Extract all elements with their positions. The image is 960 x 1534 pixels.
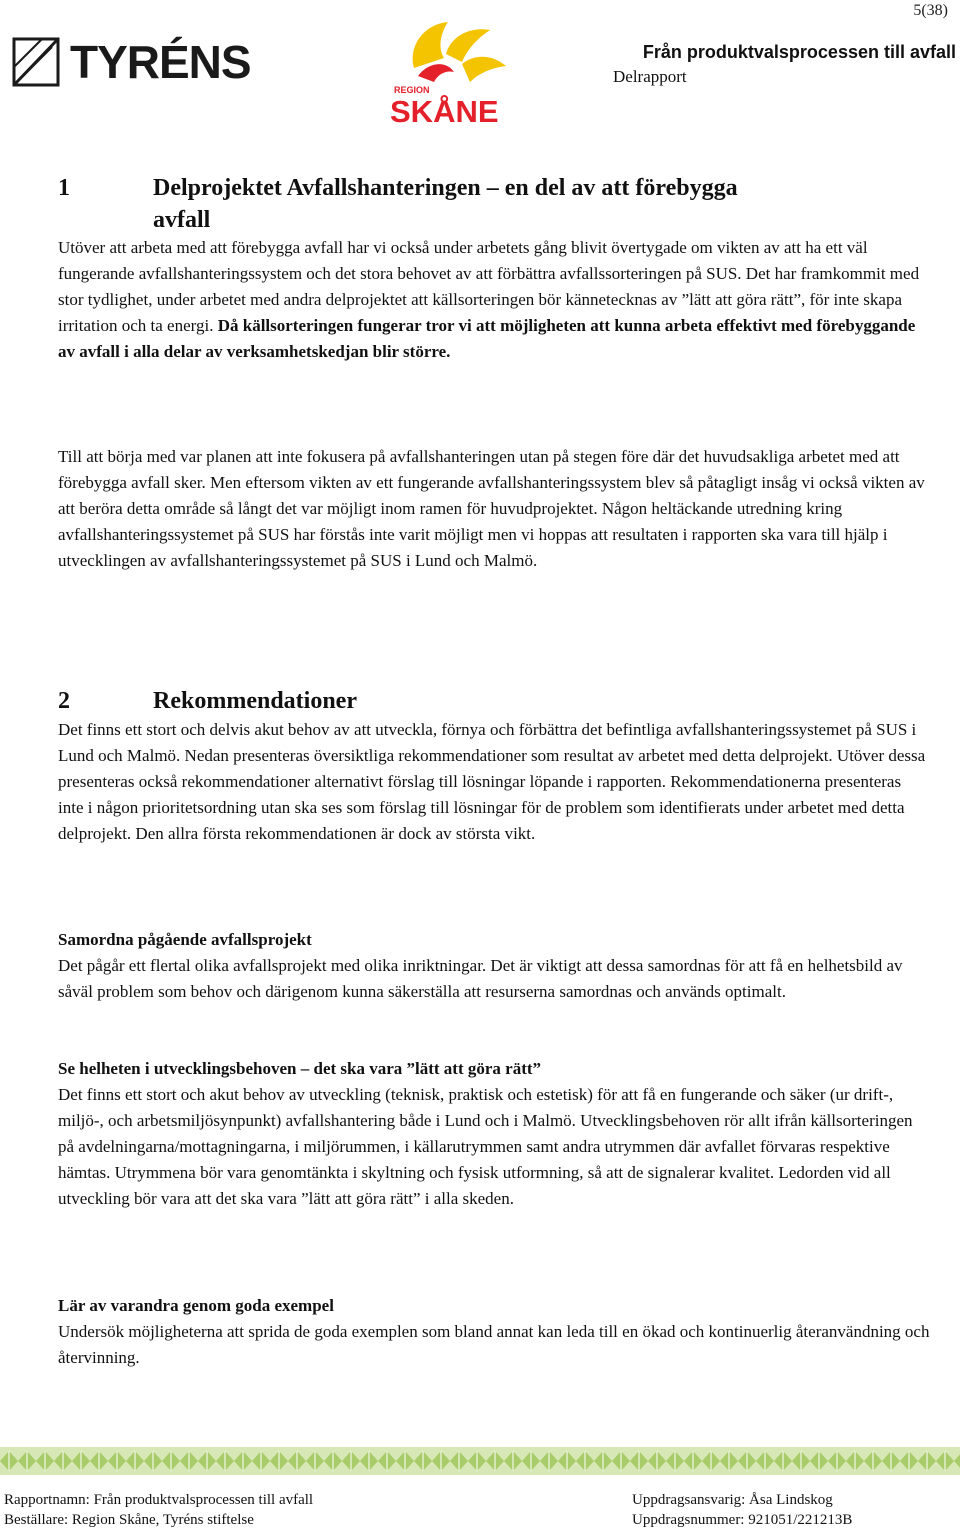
recommendation-1	[58, 927, 930, 1005]
section-2-number: 2	[58, 688, 70, 714]
skane-sun-icon	[388, 18, 510, 128]
section-2-intro: Det finns ett stort och delvis akut behov av att utveckla, förnya och förbättra det befintliga avfallshanteringssystemet på SUS i Lund och Malmö. Nedan presenteras översiktliga rekommendationer som resultat av arbetet med detta delprojekt. Utöver dessa presenteras också rekommendationer alternativt förslag till lösningar löpande i rapporten. Rekommendationerna presenteras inte i någon prioritetsordning utan ska ses som förslag till lösningar för de problem som identifierats under arbetet med detta delprojekt. Den allra första rekommendationen är dock av största vikt.	[58, 720, 926, 843]
recommendation-2	[58, 1056, 930, 1212]
recommendation-3-title: Lär av varandra genom goda exempel	[58, 1296, 334, 1315]
footer-responsible: Uppdragsansvarig: Åsa Lindskog	[632, 1492, 833, 1508]
section-1-paragraph-1-bold: Då källsorteringen fungerar tror vi att möjligheten att kunna arbeta effektivt med förebyggande av avfall i alla delar av verksamhetskedjan blir större.	[58, 316, 916, 361]
section-1-paragraph-1	[58, 235, 930, 365]
section-2-heading	[58, 685, 758, 717]
svg-text:SKÅNE: SKÅNE	[390, 94, 499, 128]
footer-client: Beställare: Region Skåne, Tyréns stiftelse	[4, 1512, 254, 1528]
section-2-title: Rekommendationer	[153, 688, 357, 714]
section-1-paragraph-1-text: Utöver att arbeta med att förebygga avfall har vi också under arbetets gång blivit övertygade om vikten av att ha ett väl fungerande avfallshanteringssystem och det stora behovet av att förbättra avfallssorteringen på SUS. Det har framkommit med stor tydlighet, under arbetet med andra delprojektet att källsorteringen bör kännetecknas av ”lätt att göra rätt”, för inte skapa irritation och ta energi.	[58, 238, 920, 335]
recommendation-2-text: Det finns ett stort och akut behov av utveckling (teknisk, praktisk och estetisk) för att få en fungerande och säker (ur drift-, miljö-, och arbetsmiljösynpunkt) avfallshantering både i Lund och i Malmö. Utvecklingsbehoven rör allt ifrån källsorteringen på avdelningarna/mottagningarna, i miljörummen, i källarutrymmen samt andra utrymmen där avfallet förvaras respektive hämtas. Utrymmena bör vara genomtänkta i skyltning och fysisk utformning, så att de signalerar kvalitet. Ledorden vid all utveckling bör vara att det ska vara ”lätt att göra rätt” i alla skeden.	[58, 1085, 913, 1208]
header-title: Från produktvalsprocessen till avfall	[642, 42, 956, 62]
page-number: 5(38)	[913, 2, 948, 19]
section-1-title: Delprojektet Avfallshanteringen – en del av att förebygga avfall	[153, 175, 738, 233]
recommendation-2-title: Se helheten i utvecklingsbehoven – det ska vara ”lätt att göra rätt”	[58, 1059, 542, 1078]
tyrens-logo-text: TYRÉNS	[70, 36, 251, 88]
svg-text:REGION: REGION	[394, 85, 430, 95]
footer-assignment-number: Uppdragsnummer: 921051/221213B	[632, 1512, 853, 1528]
footer-report-name: Rapportnamn: Från produktvalsprocessen till avfall	[4, 1492, 314, 1508]
section-1-paragraph-2: Till att börja med var planen att inte fokusera på avfallshanteringen utan på stegen före där det huvudsakliga arbetet med att förebygga avfall sker. Men eftersom vikten av ett fungerande avfallshanteringssystem blev så påtagligt insåg vi också vikten av att beröra detta område så långt det var möjligt inom ramen för huvudprojektet. Någon heltäckande utredning kring avfallshanteringssystemet på SUS har förstås inte varit möjligt men vi hoppas att resultaten i rapporten ska vara till hjälp i utvecklingen av avfallshanteringssystemet på SUS i Lund och Malmö.	[58, 447, 925, 570]
tyrens-logo	[12, 36, 251, 88]
recommendation-1-text: Det pågår ett flertal olika avfallsprojekt med olika inriktningar. Det är viktigt att dessa samordnas för att få en helhetsbild av såväl problem som behov och därigenom kunna säkerställa att resurserna samordnas och används optimalt.	[58, 956, 903, 1001]
region-skane-logo	[388, 18, 510, 128]
recommendation-3	[58, 1293, 930, 1371]
tyrens-emblem-icon	[12, 37, 60, 87]
recommendation-3-text: Undersök möjligheterna att sprida de goda exemplen som bland annat kan leda till en ökad och kontinuerlig återanvändning och återvinning.	[58, 1322, 930, 1367]
recommendation-1-title: Samordna pågående avfallsprojekt	[58, 930, 312, 949]
section-1-number: 1	[58, 175, 70, 201]
footer-pattern-band	[0, 1447, 960, 1475]
section-1-heading	[58, 172, 758, 236]
header-subtitle: Delrapport	[613, 67, 687, 86]
